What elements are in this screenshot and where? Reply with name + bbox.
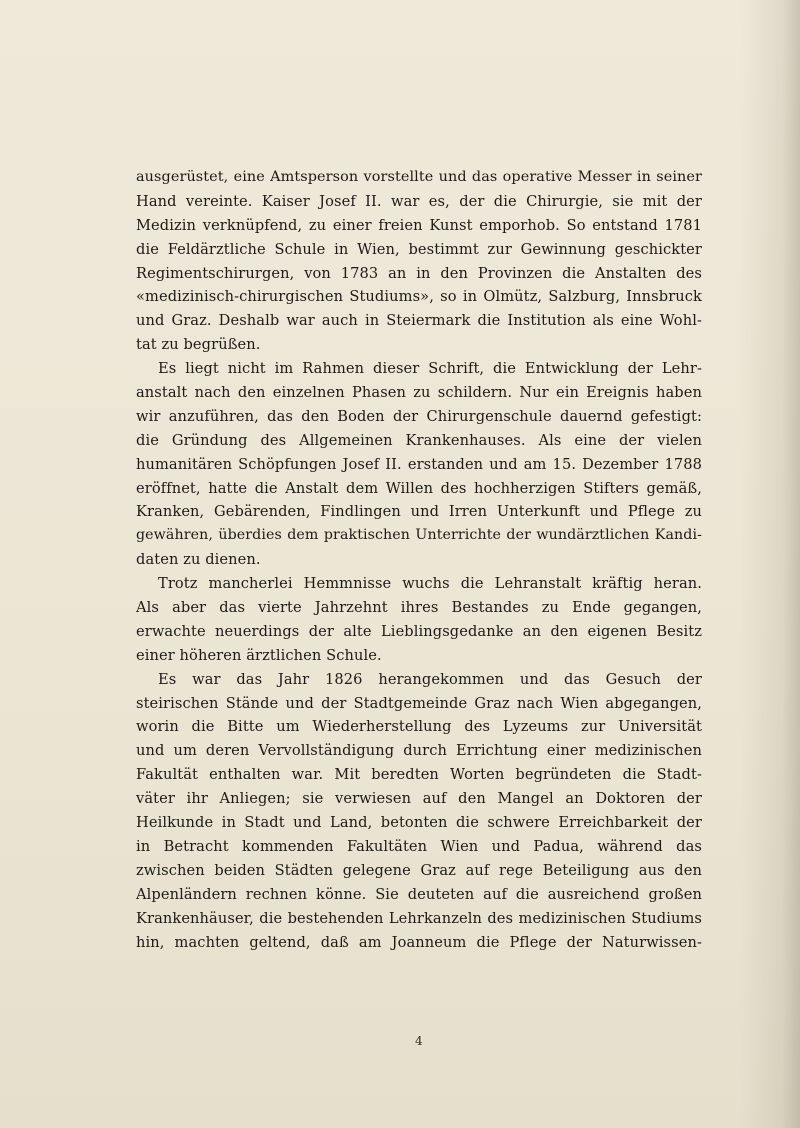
text-line: Regimentschirurgen, von 1783 an in den Provinzen die Anstalten des xyxy=(136,264,702,282)
text-line: tat zu begrüßen. xyxy=(136,336,261,354)
page-edge-shadow xyxy=(740,0,800,1128)
text-line: eröffnet, hatte die Anstalt dem Willen des hochherzigen Stifters gemäß, xyxy=(136,479,702,497)
text-line: erwachte neuerdings der alte Lieblingsgedanke an den eigenen Besitz xyxy=(136,622,702,640)
text-line: einer höheren ärztlichen Schule. xyxy=(136,646,382,664)
text-line: zwischen beiden Städten gelegene Graz auf rege Beteiligung aus den xyxy=(136,861,702,879)
text-line: worin die Bitte um Wiederherstellung des Lyzeums zur Universität xyxy=(136,718,702,736)
body-text xyxy=(136,166,702,954)
text-line: Kranken, Gebärenden, Findlingen und Irren Unterkunft und Pflege zu xyxy=(136,503,702,521)
text-line: Es liegt nicht im Rahmen dieser Schrift, die Entwicklung der Lehr- xyxy=(158,360,702,378)
text-line: und Graz. Deshalb war auch in Steiermark die Institution als eine Wohl- xyxy=(136,312,702,330)
text-line: und um deren Vervollständigung durch Errichtung einer medizinischen xyxy=(136,742,702,760)
text-line: daten zu dienen. xyxy=(136,551,261,569)
text-line: in Betracht kommenden Fakultäten Wien und Padua, während das xyxy=(136,837,702,855)
text-line: Hand vereinte. Kaiser Josef II. war es, der die Chirurgie, sie mit der xyxy=(136,192,702,210)
text-line: hin, machten geltend, daß am Joanneum die Pflege der Naturwissen- xyxy=(136,933,702,951)
text-line: anstalt nach den einzelnen Phasen zu schildern. Nur ein Ereignis haben xyxy=(136,384,702,402)
text-line: Alpenländern rechnen könne. Sie deuteten auf die ausreichend großen xyxy=(136,885,702,903)
text-line: steirischen Stände und der Stadtgemeinde Graz nach Wien abgegangen, xyxy=(136,694,702,712)
text-line: Es war das Jahr 1826 herangekommen und das Gesuch der xyxy=(158,670,702,688)
text-line: humanitären Schöpfungen Josef II. erstanden und am 15. Dezember 1788 xyxy=(136,455,702,473)
text-line: ausgerüstet, eine Amtsperson vorstellte und das operative Messer in seiner xyxy=(136,169,702,185)
text-line: Als aber das vierte Jahrzehnt ihres Bestandes zu Ende gegangen, xyxy=(136,599,702,617)
text-line: gewähren, überdies dem praktischen Unterrichte der wundärztlichen Kandi- xyxy=(136,527,702,544)
text-line: Trotz mancherlei Hemmnisse wuchs die Lehranstalt kräftig heran. xyxy=(158,575,702,593)
text-line: «medizinisch-chirurgischen Studiums», so in Olmütz, Salzburg, Innsbruck xyxy=(136,288,702,306)
text-line: Krankenhäuser, die bestehenden Lehrkanzeln des medizinischen Studiums xyxy=(136,909,702,927)
text-line: wir anzuführen, das den Boden der Chirurgenschule dauernd gefestigt: xyxy=(136,407,702,425)
text-line: die Feldärztliche Schule in Wien, bestimmt zur Gewinnung geschickter xyxy=(136,240,702,258)
page-number: 4 xyxy=(415,1034,423,1048)
text-line: Medizin verknüpfend, zu einer freien Kunst emporhob. So entstand 1781 xyxy=(136,216,702,234)
text-line: Fakultät enthalten war. Mit beredten Worten begründeten die Stadt- xyxy=(136,766,702,784)
text-line: die Gründung des Allgemeinen Krankenhauses. Als eine der vielen xyxy=(136,431,702,449)
text-line: väter ihr Anliegen; sie verwiesen auf den Mangel an Doktoren der xyxy=(136,790,702,808)
text-line: Heilkunde in Stadt und Land, betonten die schwere Erreichbarkeit der xyxy=(136,814,702,832)
